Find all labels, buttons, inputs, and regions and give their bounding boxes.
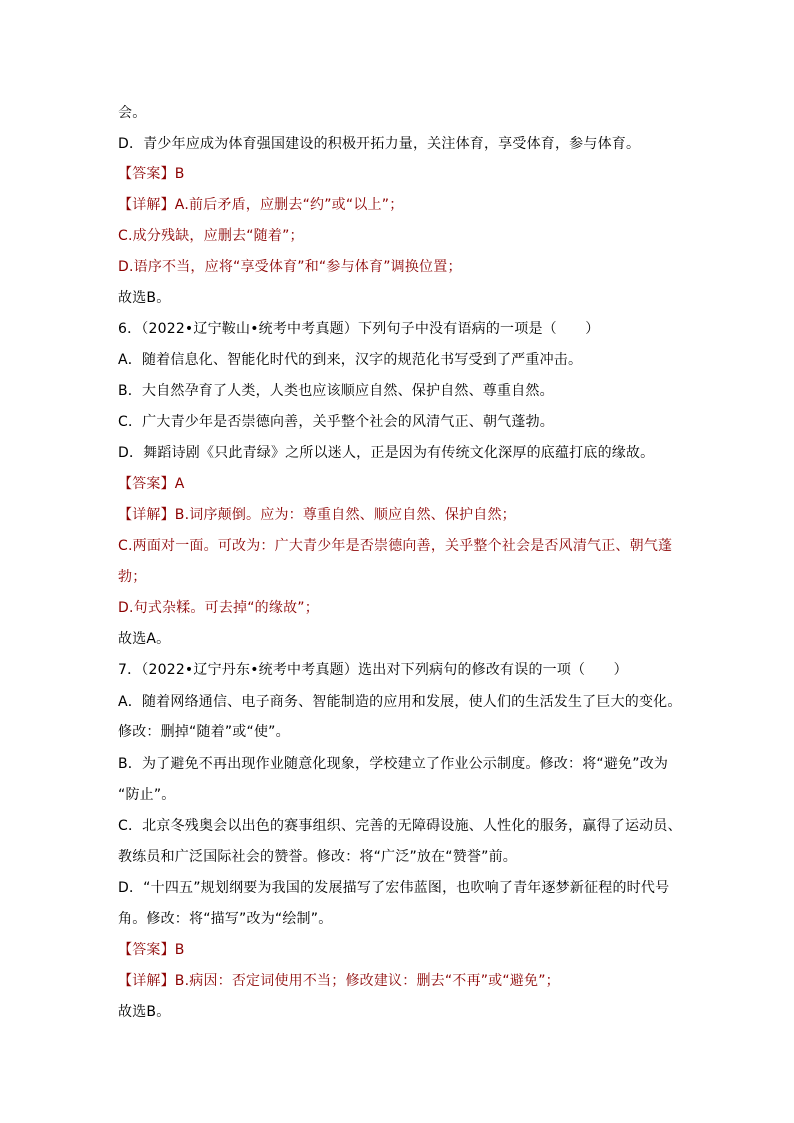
- option-line: B．大自然孕育了人类，人类也应该顺应自然、保护自然、尊重自然。: [118, 383, 554, 399]
- option-line: D．青少年应成为体育强国建设的积极开拓力量，关注体育，享受体育，参与体育。: [118, 136, 641, 152]
- option-line: D．“十四五”规划纲要为我国的发展描写了宏伟蓝图，也吹响了青年逐梦新征程的时代号: [118, 880, 670, 896]
- explanation-line: 【详解】B.病因：否定词使用不当；修改建议：删去“不再”或“避免”；: [118, 973, 560, 989]
- explanation-line: 【详解】B.词序颠倒。应为：尊重自然、顺应自然、保护自然；: [118, 507, 516, 523]
- option-line: A．随着信息化、智能化时代的到来，汉字的规范化书写受到了严重冲击。: [118, 352, 583, 368]
- option-line: C．广大青少年是否崇德向善，关乎整个社会的风清气正、朝气蓬勃。: [118, 414, 554, 430]
- explanation-line: 勃；: [118, 569, 147, 585]
- option-line: “防止”。: [118, 787, 176, 803]
- option-line: C．北京冬残奥会以出色的赛事组织、完善的无障碍设施、人性化的服务，赢得了运动员、: [118, 818, 682, 834]
- conclusion-line: 故选B。: [118, 1004, 171, 1020]
- explanation-line: C.成分残缺，应删去“随着”；: [118, 228, 304, 244]
- answer-line: 【答案】A: [118, 476, 185, 492]
- option-line: A．随着网络通信、电子商务、智能制造的应用和发展，使人们的生活发生了巨大的变化。: [118, 694, 682, 710]
- option-line: 修改：删掉“随着”或“使”。: [118, 724, 290, 740]
- answer-line: 【答案】B: [118, 166, 185, 182]
- option-line: D．舞蹈诗剧《只此青绿》之所以迷人，正是因为有传统文化深厚的底蕴打底的缘故。: [118, 445, 655, 461]
- option-line: 教练员和广泛国际社会的赞誉。修改：将“广泛”放在“赞誉”前。: [118, 849, 518, 865]
- question-line: 6．（2022•辽宁鞍山•统考中考真题）下列句子中没有语病的一项是（ ）: [118, 321, 600, 337]
- answer-line: 【答案】B: [118, 942, 185, 958]
- conclusion-line: 故选B。: [118, 290, 171, 306]
- text-line: 会。: [118, 105, 147, 121]
- option-line: B．为了避免不再出现作业随意化现象，学校建立了作业公示制度。修改：将“避免”改为: [118, 756, 669, 772]
- explanation-line: D.句式杂糅。可去掉“的缘故”；: [118, 600, 319, 616]
- explanation-line: D.语序不当，应将“享受体育”和“参与体育”调换位置；: [118, 259, 462, 275]
- conclusion-line: 故选A。: [118, 631, 171, 647]
- option-line: 角。修改：将“描写”改为“绘制”。: [118, 911, 333, 927]
- explanation-line: 【详解】A.前后矛盾，应删去“约”或“以上”；: [118, 197, 404, 213]
- question-line: 7．（2022•辽宁丹东•统考中考真题）选出对下列病句的修改有误的一项（ ）: [118, 662, 628, 678]
- explanation-line: C.两面对一面。可改为：广大青少年是否崇德向善，关乎整个社会是否风清气正、朝气蓬: [118, 538, 673, 554]
